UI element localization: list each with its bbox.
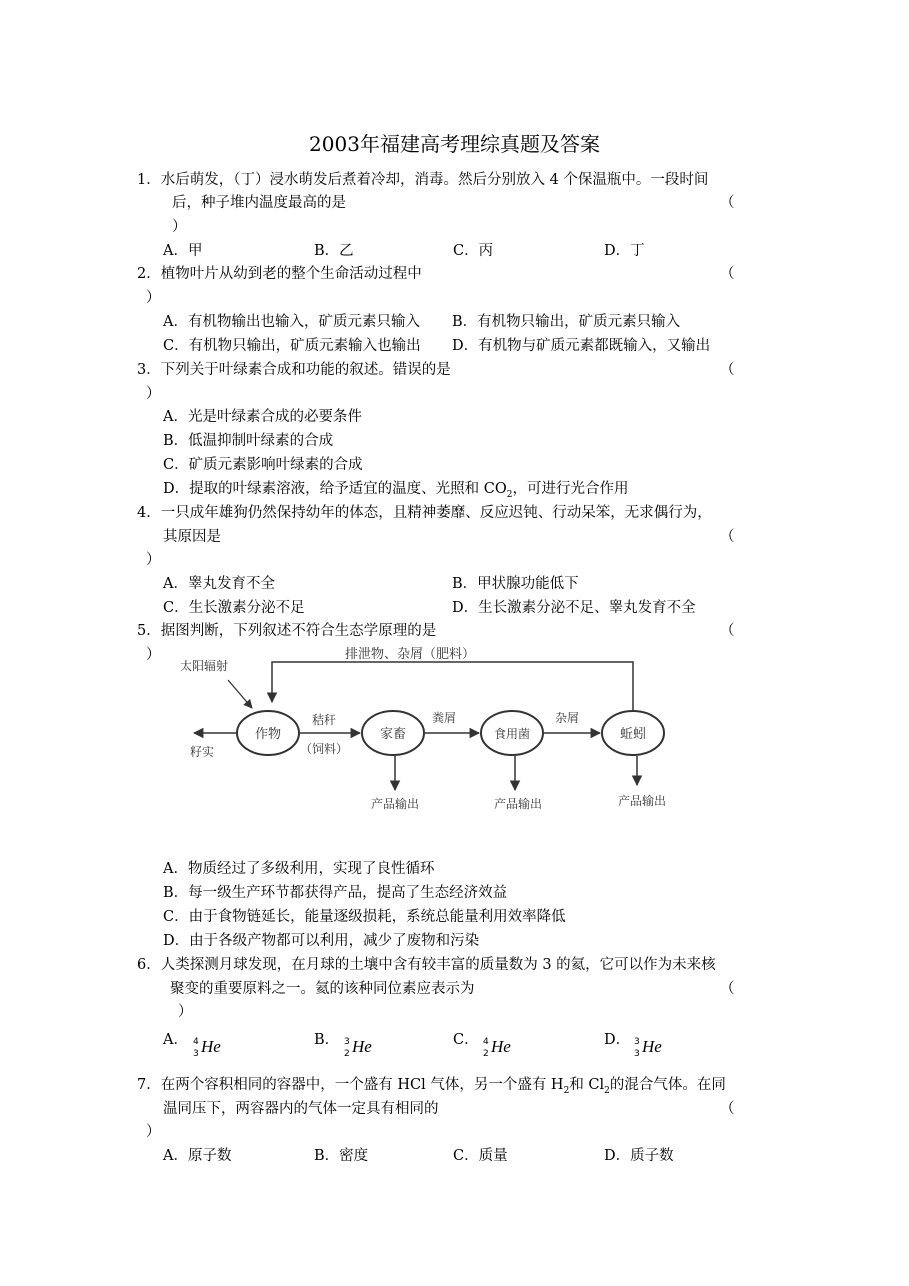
feed-label: （饲料） (300, 742, 349, 756)
q7-stem-line1: 7．在两个容积相同的容器中，一个盛有 HCl 气体，另一个盛有 $H_2$和 $Cl_2$的混合气体。在同 (137, 1077, 726, 1096)
q1-option-d: D．丁 (604, 243, 645, 259)
q5-option-d: D．由于各级产物都可以利用，减少了废物和污染 (163, 933, 480, 949)
q6-paren-open: （ (720, 981, 735, 997)
q1-option-c: C．丙 (453, 243, 494, 259)
q6-stem-line2: 聚变的重要原料之一。氦的该种同位素应表示为 (170, 981, 475, 997)
q6-option-a-label: A． (163, 1032, 188, 1048)
q4-option-c: C．生长激素分泌不足 (163, 600, 305, 616)
q2-option-b: B．有机物只输出，矿质元素只输入 (452, 314, 681, 330)
q5-option-a: A．物质经过了多级利用，实现了良性循环 (163, 861, 435, 877)
q4-option-a: A．睾丸发育不全 (163, 576, 275, 592)
dung-label: 粪屑 (432, 711, 457, 725)
q2-option-d: D．有机物与矿质元素都既输入，又输出 (452, 338, 711, 354)
livestock-label: 家畜 (379, 727, 407, 742)
q6-a-num: 3 (193, 1049, 199, 1059)
q7-paren-close: ） (146, 1124, 161, 1140)
q3-paren-close: ） (146, 386, 161, 402)
q6-paren-close: ） (178, 1004, 193, 1020)
q6-b-symbol: He (352, 1037, 372, 1056)
q5-paren-open: （ (720, 623, 735, 639)
q3-option-c: C．矿质元素影响叶绿素的合成 (163, 457, 363, 473)
q7-option-c: C．质量 (453, 1148, 508, 1164)
q7-option-a: A．原子数 (163, 1148, 232, 1164)
livestock-output-label: 产品输出 (370, 797, 420, 811)
q3-stem: 3．下列关于叶绿素合成和功能的叙述。错误的是 (137, 362, 451, 378)
q6-d-symbol: He (642, 1037, 662, 1056)
q6-option-d-label: D． (604, 1032, 631, 1048)
q2-option-a: A．有机物输出也输入，矿质元素只输入 (163, 314, 420, 330)
q5-paren-close: ） (146, 647, 161, 663)
fungus-output-label: 产品输出 (493, 797, 543, 811)
residue-label: 杂屑 (555, 711, 580, 725)
q4-option-d: D．生长激素分泌不足、睾丸发育不全 (452, 600, 696, 616)
q6-option-b-label: B． (314, 1032, 340, 1048)
q2-paren-close: ） (146, 290, 161, 306)
q6-d-mass: 3 (634, 1037, 640, 1047)
q4-paren-open: （ (720, 529, 735, 545)
q1-paren-open: （ (720, 195, 735, 211)
q6-d-num: 3 (634, 1049, 640, 1059)
q7-option-b: B．密度 (314, 1148, 369, 1164)
q6-option-c-label: C． (453, 1032, 479, 1048)
q1-option-b: B．乙 (314, 243, 354, 259)
fungus-label: 食用菌 (493, 727, 531, 741)
worm-output-label: 产品输出 (617, 794, 667, 808)
q6-c-num: 2 (483, 1049, 489, 1059)
q6-b-num: 2 (344, 1049, 350, 1059)
q3-option-d: D．提取的叶绿素溶液，给予适宜的温度、光照和 $CO_2$，可进行光合作用 (163, 481, 629, 500)
q5-stem: 5．据图判断，下列叙述不符合生态学原理的是 (137, 623, 437, 639)
q4-paren-close: ） (146, 552, 161, 568)
fertilizer-label: 排泄物、杂屑（肥料） (345, 647, 476, 662)
q7-paren-open: （ (720, 1101, 735, 1117)
page-title: 2003年福建高考理综真题及答案 (309, 132, 600, 156)
q4-stem-line1: 4．一只成年雄狗仍然保持幼年的体态，且精神萎靡、反应迟钝、行动呆笨，无求偶行为， (137, 505, 712, 521)
q3-option-a: A．光是叶绿素合成的必要条件 (163, 409, 362, 425)
q1-paren-close: ） (172, 219, 187, 235)
sun-label: 太阳辐射 (180, 659, 229, 673)
q7-stem-line2: 温同压下，两容器内的气体一定具有相同的 (163, 1101, 439, 1117)
q5-option-c: C．由于食物链延长，能量逐级损耗，系统总能量利用效率降低 (163, 909, 566, 925)
worm-label: 蚯蚓 (619, 727, 647, 742)
q6-stem-line1: 6．人类探测月球发现，在月球的土壤中含有较丰富的质量数为 3 的氦，它可以作为未来核 (137, 957, 716, 973)
fertilizer-loop-arrow (272, 662, 633, 712)
grain-label: 籽实 (190, 745, 215, 759)
q1-option-a: A．甲 (163, 243, 203, 259)
straw-label: 秸秆 (312, 713, 337, 727)
q3-option-b: B．低温抑制叶绿素的合成 (163, 433, 334, 449)
q2-stem: 2．植物叶片从幼到老的整个生命活动过程中 (137, 266, 422, 282)
q4-option-b: B．甲状腺功能低下 (452, 576, 579, 592)
q1-stem-line2: 后，种子堆内温度最高的是 (172, 195, 346, 211)
q7-option-d: D．质子数 (604, 1148, 674, 1164)
q4-stem-line2: 其原因是 (163, 529, 221, 545)
q1-stem-line1: 1．水后萌发，（丁）浸水萌发后煮着冷却，消毒。然后分别放入 4 个保温瓶中。一段时间 (137, 172, 709, 188)
q6-a-symbol: He (201, 1037, 221, 1056)
q2-option-c: C．有机物只输出，矿质元素输入也输出 (163, 338, 421, 354)
q3-paren-open: （ (720, 362, 735, 378)
crop-label: 作物 (254, 727, 282, 742)
q6-c-symbol: He (491, 1037, 511, 1056)
q6-c-mass: 4 (483, 1037, 489, 1047)
sun-arrow (228, 680, 252, 708)
q6-b-mass: 3 (344, 1037, 350, 1047)
q5-option-b: B．每一级生产环节都获得产品，提高了生态经济效益 (163, 885, 508, 901)
q6-a-mass: 4 (193, 1037, 199, 1047)
q2-paren-open: （ (720, 266, 735, 282)
